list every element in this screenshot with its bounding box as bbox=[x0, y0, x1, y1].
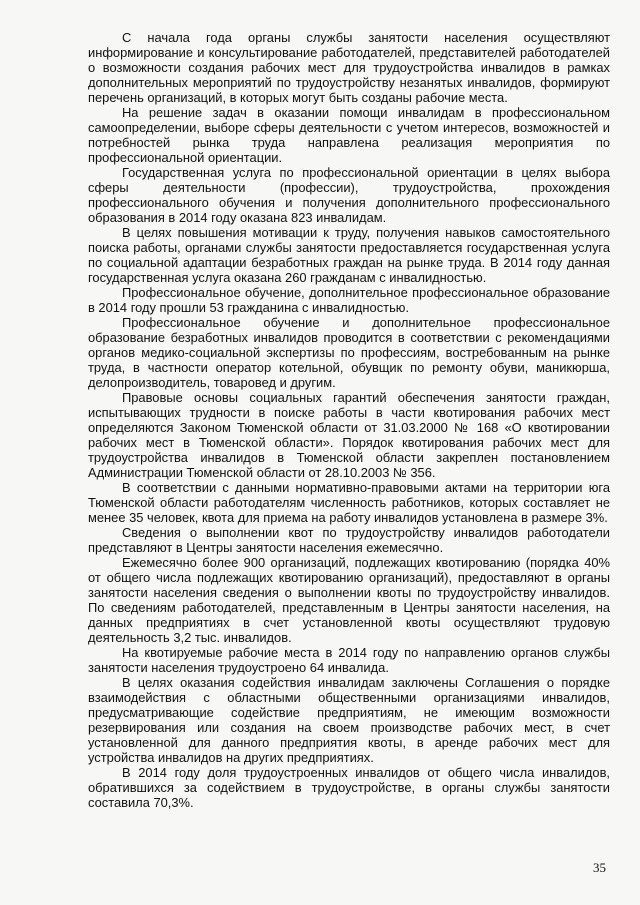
paragraph: Правовые основы социальных гарантий обеспечения занятости граждан, испытывающих трудности в поиске работы в части квотирования рабочих мест определяются Законом Тюменской области от 31.03.2000 № 168 «О квотировании рабочих мест в Тюменской области». Порядок квотирования рабочих мест для трудоустройства инвалидов в Тюменской области закреплен постановлением Администрации Тюменской области от 28.10.2003 № 356. bbox=[88, 390, 610, 480]
paragraph: В 2014 году доля трудоустроенных инвалидов от общего числа инвалидов, обратившихся за содействием в трудоустройстве, в органы службы занятости составила 70,3%. bbox=[88, 765, 610, 810]
paragraph: В целях оказания содействия инвалидам заключены Соглашения о порядке взаимодействия с областными общественными организациями инвалидов, предусматривающие содействие предприятиям, не имеющим возможности резервирования или создания на своем производстве рабочих мест, в счет установленной для данного предприятия квоты, в аренде рабочих мест для устройства инвалидов на других предприятиях. bbox=[88, 675, 610, 765]
paragraph: В целях повышения мотивации к труду, получения навыков самостоятельного поиска работы, органами службы занятости предоставляется государственная услуга по социальной адаптации безработных граждан на рынке труда. В 2014 году данная государственная услуга оказана 260 гражданам с инвалидностью. bbox=[88, 225, 610, 285]
paragraph: Профессиональное обучение и дополнительное профессиональное образование безработных инвалидов проводится в соответствии с рекомендациями органов медико-социальной экспертизы по профессиям, востребованным на рынке труда, в частности оператор котельной, обувщик по ремонту обуви, маникюрша, делопроизводитель, товаровед и другим. bbox=[88, 315, 610, 390]
paragraph: Сведения о выполнении квот по трудоустройству инвалидов работодатели представляют в Центры занятости населения ежемесячно. bbox=[88, 525, 610, 555]
paragraph: Профессиональное обучение, дополнительное профессиональное образование в 2014 году прошли 53 гражданина с инвалидностью. bbox=[88, 285, 610, 315]
page-number: 35 bbox=[593, 860, 606, 875]
paragraph: Государственная услуга по профессиональной ориентации в целях выбора сферы деятельности (профессии), трудоустройства, прохождения профессионального обучения и получения дополнительного профессионального образования в 2014 году оказана 823 инвалидам. bbox=[88, 165, 610, 225]
paragraph: Ежемесячно более 900 организаций, подлежащих квотированию (порядка 40% от общего числа подлежащих квотированию организаций), предоставляют в органы занятости населения сведения о выполнении квоты по трудоустройству инвалидов. По сведениям работодателей, представленным в Центры занятости населения, на данных предприятиях в счет установленной квоты осуществляют трудовую деятельность 3,2 тыс. инвалидов. bbox=[88, 555, 610, 645]
paragraph: На решение задач в оказании помощи инвалидам в профессиональном самоопределении, выборе сферы деятельности с учетом интересов, возможностей и потребностей рынка труда направлена реализация мероприятия по профессиональной ориентации. bbox=[88, 105, 610, 165]
paragraph: В соответствии с данными нормативно-правовыми актами на территории юга Тюменской области работодателям численность работников, которых составляет не менее 35 человек, квота для приема на работу инвалидов установлена в размере 3%. bbox=[88, 480, 610, 525]
body-text bbox=[88, 30, 610, 810]
paragraph: На квотируемые рабочие места в 2014 году по направлению органов службы занятости населения трудоустроено 64 инвалида. bbox=[88, 645, 610, 675]
paragraph: С начала года органы службы занятости населения осуществляют информирование и консультирование работодателей, представителей работодателей о возможности создания рабочих мест для трудоустройства инвалидов в рамках дополнительных мероприятий по трудоустройству незанятых инвалидов, формируют перечень организаций, в которых могут быть созданы рабочие места. bbox=[88, 30, 610, 105]
